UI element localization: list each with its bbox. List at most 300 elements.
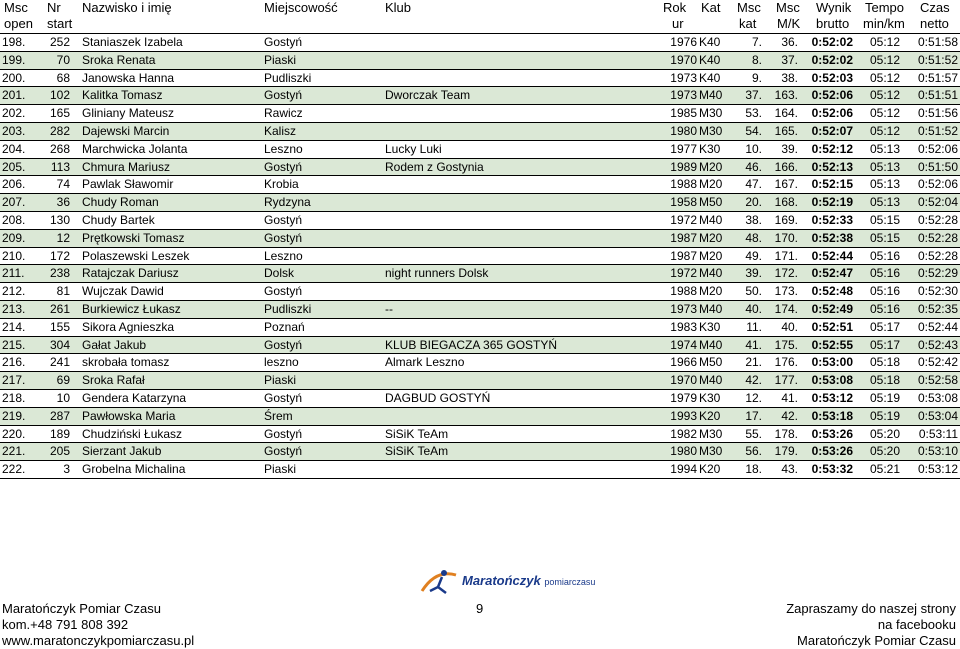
cell-club: DAGBUD GOSTYŃ [385, 390, 491, 405]
cell-kat: M40 [699, 266, 723, 281]
cell-msc-mk: 175. [774, 337, 798, 352]
cell-city: Piaski [264, 373, 297, 388]
cell-msc: 202. [2, 106, 26, 121]
cell-name: Gałat Jakub [82, 337, 147, 352]
cell-city: Gostyń [264, 337, 303, 352]
cell-kat: M50 [699, 195, 723, 210]
cell-msc-kat: 21. [745, 355, 762, 370]
cell-city: Gostyń [264, 390, 303, 405]
cell-msc-kat: 38. [745, 212, 762, 227]
cell-netto: 0:53:11 [918, 426, 958, 441]
table-row [0, 390, 960, 408]
cell-tempo: 05:15 [869, 212, 900, 227]
cell-msc-mk: 176. [774, 355, 798, 370]
cell-name: Burkiewicz Łukasz [82, 301, 181, 316]
cell-brutto: 0:52:55 [811, 337, 853, 352]
cell-name: Janowska Hanna [82, 70, 175, 85]
footer-company-right: Maratończyk Pomiar Czasu [797, 633, 956, 648]
cell-name: Pawłowska Maria [82, 408, 176, 423]
table-row [0, 265, 960, 283]
cell-msc: 214. [2, 319, 26, 334]
cell-name: Grobelna Michalina [82, 462, 186, 477]
cell-msc-kat: 50. [745, 284, 762, 299]
cell-netto: 0:51:56 [917, 106, 958, 121]
cell-club: KLUB BIEGACZA 365 GOSTYŃ [385, 337, 558, 352]
cell-kat: M30 [699, 426, 723, 441]
header-tempo: Tempo [865, 0, 905, 15]
cell-msc: 218. [2, 390, 26, 405]
cell-msc-mk: 179. [774, 444, 798, 459]
cell-nr: 261 [49, 301, 70, 316]
cell-msc: 210. [2, 248, 26, 263]
cell-netto: 0:53:12 [917, 462, 958, 477]
header-nr: Nr [47, 0, 61, 15]
cell-msc: 199. [2, 52, 26, 67]
cell-brutto: 0:53:26 [811, 444, 853, 459]
cell-tempo: 05:17 [869, 337, 900, 352]
cell-brutto: 0:53:32 [811, 462, 853, 477]
cell-city: Dolsk [264, 266, 295, 281]
cell-msc-kat: 7. [751, 35, 762, 49]
cell-kat: M20 [699, 230, 723, 245]
table-row [0, 176, 960, 194]
cell-year: 1980 [670, 123, 697, 138]
cell-club: night runners Dolsk [385, 266, 489, 281]
cell-name: Ratajczak Dariusz [82, 266, 179, 281]
cell-msc: 203. [2, 123, 26, 138]
cell-year: 1989 [670, 159, 697, 174]
cell-club: -- [385, 301, 393, 316]
cell-msc-kat: 46. [745, 159, 762, 174]
header-kat: Kat [701, 0, 721, 15]
cell-nr: 205 [49, 444, 70, 459]
cell-msc-kat: 55. [745, 426, 762, 441]
table-row [0, 52, 960, 70]
cell-brutto: 0:52:07 [811, 123, 853, 138]
cell-year: 1972 [670, 212, 697, 227]
page-number: 9 [476, 601, 484, 616]
cell-name: skrobała tomasz [82, 355, 170, 370]
cell-msc-mk: 168. [774, 195, 798, 210]
cell-msc: 212. [2, 284, 26, 299]
cell-msc: 200. [2, 70, 26, 85]
cell-year: 1974 [670, 337, 697, 352]
cell-msc-kat: 12. [745, 390, 762, 405]
cell-netto: 0:52:28 [917, 248, 958, 263]
cell-msc-kat: 48. [745, 230, 762, 245]
cell-tempo: 05:19 [869, 408, 900, 423]
cell-year: 1980 [670, 444, 697, 459]
cell-year: 1982 [670, 426, 697, 441]
cell-msc: 219. [2, 408, 26, 423]
cell-tempo: 05:13 [869, 177, 900, 192]
cell-city: Gostyń [264, 230, 303, 245]
cell-nr: 172 [49, 248, 70, 263]
cell-netto: 0:52:58 [917, 373, 958, 388]
header-netto: netto [920, 16, 949, 31]
table-row [0, 408, 960, 426]
cell-netto: 0:52:29 [917, 266, 958, 281]
cell-msc-kat: 42. [745, 373, 762, 388]
cell-msc-mk: 178. [774, 426, 798, 441]
cell-msc-mk: 171. [774, 248, 798, 263]
cell-kat: M40 [699, 88, 723, 103]
cell-netto: 0:53:10 [917, 444, 958, 459]
header-brutto: brutto [816, 16, 850, 31]
cell-city: Gostyń [264, 35, 303, 49]
cell-year: 1988 [670, 284, 697, 299]
cell-tempo: 05:13 [869, 141, 900, 156]
table-row [0, 443, 960, 461]
cell-club: Rodem z Gostynia [385, 159, 484, 174]
cell-nr: 102 [49, 88, 70, 103]
cell-brutto: 0:53:18 [811, 408, 853, 423]
cell-brutto: 0:52:33 [811, 212, 853, 227]
table-row [0, 105, 960, 123]
cell-msc-kat: 49. [745, 248, 762, 263]
cell-msc-mk: 41. [781, 390, 798, 405]
cell-nr: 74 [56, 177, 70, 192]
cell-msc-kat: 47. [745, 177, 762, 192]
cell-msc-mk: 163. [774, 88, 798, 103]
cell-brutto: 0:52:06 [811, 106, 853, 121]
cell-year: 1977 [670, 141, 697, 156]
cell-brutto: 0:52:44 [811, 248, 853, 263]
cell-name: Kalitka Tomasz [82, 88, 163, 103]
cell-name: Sierzant Jakub [82, 444, 162, 459]
cell-msc-mk: 173. [774, 284, 798, 299]
cell-year: 1970 [670, 373, 697, 388]
cell-nr: 70 [56, 52, 70, 67]
cell-city: Kalisz [264, 123, 297, 138]
cell-name: Chmura Mariusz [82, 159, 171, 174]
cell-msc-kat: 10. [745, 141, 762, 156]
cell-msc-kat: 40. [745, 301, 762, 316]
cell-name: Sroka Renata [82, 52, 156, 67]
cell-msc-kat: 9. [751, 70, 762, 85]
cell-msc: 208. [2, 212, 26, 227]
footer-phone: kom.+48 791 808 392 [2, 617, 129, 632]
cell-tempo: 05:12 [869, 35, 900, 49]
cell-msc: 198. [2, 35, 26, 49]
cell-nr: 68 [56, 70, 70, 85]
table-row [0, 319, 960, 337]
cell-name: Dajewski Marcin [82, 123, 170, 138]
cell-year: 1987 [670, 230, 697, 245]
cell-city: Gostyń [264, 426, 303, 441]
table-row [0, 283, 960, 301]
cell-city: Gostyń [264, 284, 303, 299]
cell-msc-kat: 11. [746, 319, 762, 334]
cell-msc-kat: 20. [745, 195, 762, 210]
cell-brutto: 0:52:47 [811, 266, 853, 281]
cell-msc-mk: 39. [781, 141, 798, 156]
cell-club: Lucky Luki [385, 141, 442, 156]
cell-tempo: 05:19 [869, 390, 900, 405]
cell-kat: K40 [699, 70, 721, 85]
cell-nr: 287 [49, 408, 70, 423]
cell-msc-mk: 170. [774, 230, 798, 245]
cell-msc-kat: 18. [745, 462, 762, 477]
table-row [0, 372, 960, 390]
header-open: open [4, 16, 33, 31]
header-msc-kat: Msc [737, 0, 761, 15]
table-header [0, 0, 960, 34]
table-row [0, 194, 960, 212]
cell-city: Pudliszki [264, 301, 312, 316]
cell-msc-mk: 38. [781, 70, 798, 85]
table-row [0, 230, 960, 248]
cell-tempo: 05:18 [869, 355, 900, 370]
cell-kat: K40 [699, 52, 721, 67]
cell-tempo: 05:18 [869, 373, 900, 388]
cell-msc: 207. [2, 195, 26, 210]
cell-kat: M20 [699, 159, 723, 174]
header-name: Nazwisko i imię [82, 0, 172, 15]
cell-tempo: 05:16 [869, 301, 900, 316]
header-minkm: min/km [863, 16, 905, 31]
cell-brutto: 0:52:48 [811, 284, 853, 299]
cell-msc: 206. [2, 177, 26, 192]
cell-msc: 216. [2, 355, 26, 370]
cell-kat: K20 [699, 408, 721, 423]
cell-name: Sroka Rafał [82, 373, 145, 388]
cell-nr: 155 [49, 319, 70, 334]
header-msc: Msc [4, 0, 28, 15]
cell-club: Dworczak Team [385, 88, 471, 103]
cell-brutto: 0:52:19 [811, 195, 853, 210]
cell-city: Gostyń [264, 444, 303, 459]
header-club: Klub [385, 0, 412, 15]
cell-netto: 0:51:50 [917, 159, 958, 174]
cell-netto: 0:51:52 [917, 52, 958, 67]
cell-name: Chudy Bartek [82, 212, 155, 227]
cell-city: Leszno [264, 248, 303, 263]
cell-msc: 221. [2, 444, 26, 459]
cell-msc-mk: 164. [774, 106, 798, 121]
cell-year: 1973 [670, 301, 697, 316]
cell-msc-kat: 41. [745, 337, 762, 352]
cell-msc-mk: 166. [774, 159, 798, 174]
sponsor-logo [418, 565, 596, 597]
cell-kat: K40 [699, 35, 721, 49]
cell-netto: 0:51:51 [917, 88, 958, 103]
cell-tempo: 05:16 [869, 266, 900, 281]
cell-msc-mk: 172. [774, 266, 798, 281]
cell-netto: 0:52:28 [917, 230, 958, 245]
cell-brutto: 0:52:03 [811, 70, 853, 85]
cell-name: Prętkowski Tomasz [82, 230, 185, 245]
cell-city: Leszno [264, 141, 303, 156]
table-row [0, 426, 960, 444]
cell-msc-mk: 42. [781, 408, 798, 423]
header-msc-mk: Msc [776, 0, 800, 15]
table-row [0, 87, 960, 105]
cell-year: 1988 [670, 177, 697, 192]
cell-club: SiSiK TeAm [385, 444, 449, 459]
cell-nr: 165 [49, 106, 70, 121]
cell-nr: 3 [63, 462, 70, 477]
cell-brutto: 0:52:12 [811, 141, 853, 156]
cell-nr: 130 [49, 212, 70, 227]
cell-tempo: 05:12 [869, 123, 900, 138]
cell-city: Śrem [264, 408, 293, 423]
cell-msc-mk: 177. [774, 373, 798, 388]
results-table [0, 34, 960, 479]
cell-nr: 241 [49, 355, 70, 370]
cell-city: Piaski [264, 52, 297, 67]
cell-nr: 12 [56, 230, 70, 245]
cell-city: Gostyń [264, 88, 303, 103]
table-row [0, 212, 960, 230]
cell-tempo: 05:16 [869, 284, 900, 299]
header-czas: Czas [920, 0, 950, 15]
cell-tempo: 05:12 [869, 52, 900, 67]
cell-msc-mk: 37. [781, 52, 798, 67]
cell-netto: 0:52:43 [917, 337, 958, 352]
cell-name: Sikora Agnieszka [82, 319, 175, 334]
cell-brutto: 0:52:02 [811, 35, 853, 49]
cell-netto: 0:52:06 [917, 177, 958, 192]
cell-kat: M40 [699, 212, 723, 227]
cell-city: Piaski [264, 462, 297, 477]
cell-msc: 211. [2, 266, 25, 281]
cell-msc-kat: 39. [745, 266, 762, 281]
header-kat2: kat [739, 16, 757, 31]
cell-brutto: 0:53:08 [811, 373, 853, 388]
cell-msc-kat: 8. [751, 52, 762, 67]
cell-year: 1979 [670, 390, 697, 405]
cell-name: Polaszewski Leszek [82, 248, 190, 263]
cell-kat: M40 [699, 301, 723, 316]
cell-year: 1976 [670, 35, 697, 49]
cell-city: Rydzyna [264, 195, 311, 210]
cell-brutto: 0:52:51 [811, 319, 853, 334]
cell-tempo: 05:21 [869, 462, 900, 477]
cell-nr: 238 [49, 266, 70, 281]
cell-kat: M40 [699, 373, 723, 388]
cell-nr: 252 [49, 35, 70, 49]
cell-kat: M30 [699, 444, 723, 459]
cell-city: Pudliszki [264, 70, 312, 85]
cell-msc: 220. [2, 426, 26, 441]
cell-netto: 0:52:30 [917, 284, 958, 299]
cell-netto: 0:51:52 [917, 123, 958, 138]
cell-brutto: 0:52:49 [811, 301, 853, 316]
header-city: Miejscowość [264, 0, 338, 15]
cell-name: Gendera Katarzyna [82, 390, 187, 405]
cell-msc-kat: 54. [745, 123, 762, 138]
cell-nr: 113 [50, 159, 70, 174]
cell-city: Krobia [264, 177, 299, 192]
cell-nr: 10 [56, 390, 70, 405]
footer-company: Maratończyk Pomiar Czasu [2, 601, 161, 616]
table-row [0, 159, 960, 177]
cell-nr: 189 [49, 426, 70, 441]
cell-name: Staniaszek Izabela [82, 35, 183, 49]
cell-year: 1972 [670, 266, 697, 281]
cell-msc-mk: 40. [781, 319, 798, 334]
cell-msc-kat: 17. [745, 408, 762, 423]
cell-nr: 36 [56, 195, 70, 210]
cell-nr: 282 [49, 123, 70, 138]
logo-text: Maratończyk pomiarczasu [462, 573, 596, 588]
cell-brutto: 0:52:13 [811, 159, 853, 174]
cell-year: 1985 [670, 106, 697, 121]
cell-kat: M30 [699, 123, 723, 138]
runner-logo-icon [418, 565, 458, 597]
cell-city: Gostyń [264, 159, 303, 174]
header-rok: Rok [663, 0, 687, 15]
table-row [0, 141, 960, 159]
cell-msc-kat: 37. [745, 88, 762, 103]
cell-tempo: 05:13 [869, 195, 900, 210]
cell-kat: M20 [699, 284, 723, 299]
cell-name: Marchwicka Jolanta [82, 141, 188, 156]
cell-msc: 222. [2, 462, 26, 477]
cell-tempo: 05:13 [869, 159, 900, 174]
cell-netto: 0:51:58 [917, 35, 958, 49]
cell-year: 1970 [670, 52, 697, 67]
cell-tempo: 05:17 [869, 319, 900, 334]
cell-name: Wujczak Dawid [82, 284, 164, 299]
cell-msc: 213. [2, 301, 26, 316]
cell-year: 1958 [670, 195, 697, 210]
cell-brutto: 0:52:02 [811, 52, 853, 67]
cell-msc-kat: 56. [745, 444, 762, 459]
cell-city: Gostyń [264, 212, 303, 227]
cell-kat: M40 [699, 337, 723, 352]
cell-tempo: 05:15 [869, 230, 900, 245]
cell-kat: K20 [699, 462, 721, 477]
cell-club: SiSiK TeAm [385, 426, 449, 441]
cell-kat: M30 [699, 106, 723, 121]
cell-tempo: 05:12 [869, 88, 900, 103]
cell-msc-kat: 53. [745, 106, 762, 121]
cell-year: 1966 [670, 355, 697, 370]
footer-invite: Zapraszamy do naszej strony [786, 601, 956, 616]
cell-netto: 0:53:04 [917, 408, 958, 423]
cell-tempo: 05:12 [869, 106, 900, 121]
cell-netto: 0:53:08 [917, 390, 958, 405]
cell-city: Poznań [264, 319, 305, 334]
cell-year: 1973 [670, 88, 697, 103]
table-row [0, 354, 960, 372]
cell-tempo: 05:20 [869, 444, 900, 459]
footer-website[interactable]: www.maratonczykpomiarczasu.pl [2, 633, 195, 648]
cell-brutto: 0:53:26 [811, 426, 853, 441]
cell-kat: K30 [699, 141, 721, 156]
cell-name: Gliniany Mateusz [82, 106, 175, 121]
cell-msc: 201. [2, 88, 26, 103]
cell-msc: 215. [2, 337, 26, 352]
cell-brutto: 0:52:06 [811, 88, 853, 103]
table-row [0, 337, 960, 355]
cell-kat: M50 [699, 355, 723, 370]
header-start: start [47, 16, 73, 31]
cell-year: 1993 [670, 408, 697, 423]
cell-nr: 304 [49, 337, 70, 352]
cell-netto: 0:52:28 [917, 212, 958, 227]
table-row [0, 34, 960, 52]
header-mk: M/K [777, 16, 801, 31]
cell-year: 1994 [670, 462, 697, 477]
cell-nr: 268 [49, 141, 70, 156]
cell-tempo: 05:16 [869, 248, 900, 263]
cell-nr: 81 [56, 284, 70, 299]
cell-brutto: 0:53:00 [811, 355, 853, 370]
footer-facebook: na facebooku [877, 617, 956, 632]
